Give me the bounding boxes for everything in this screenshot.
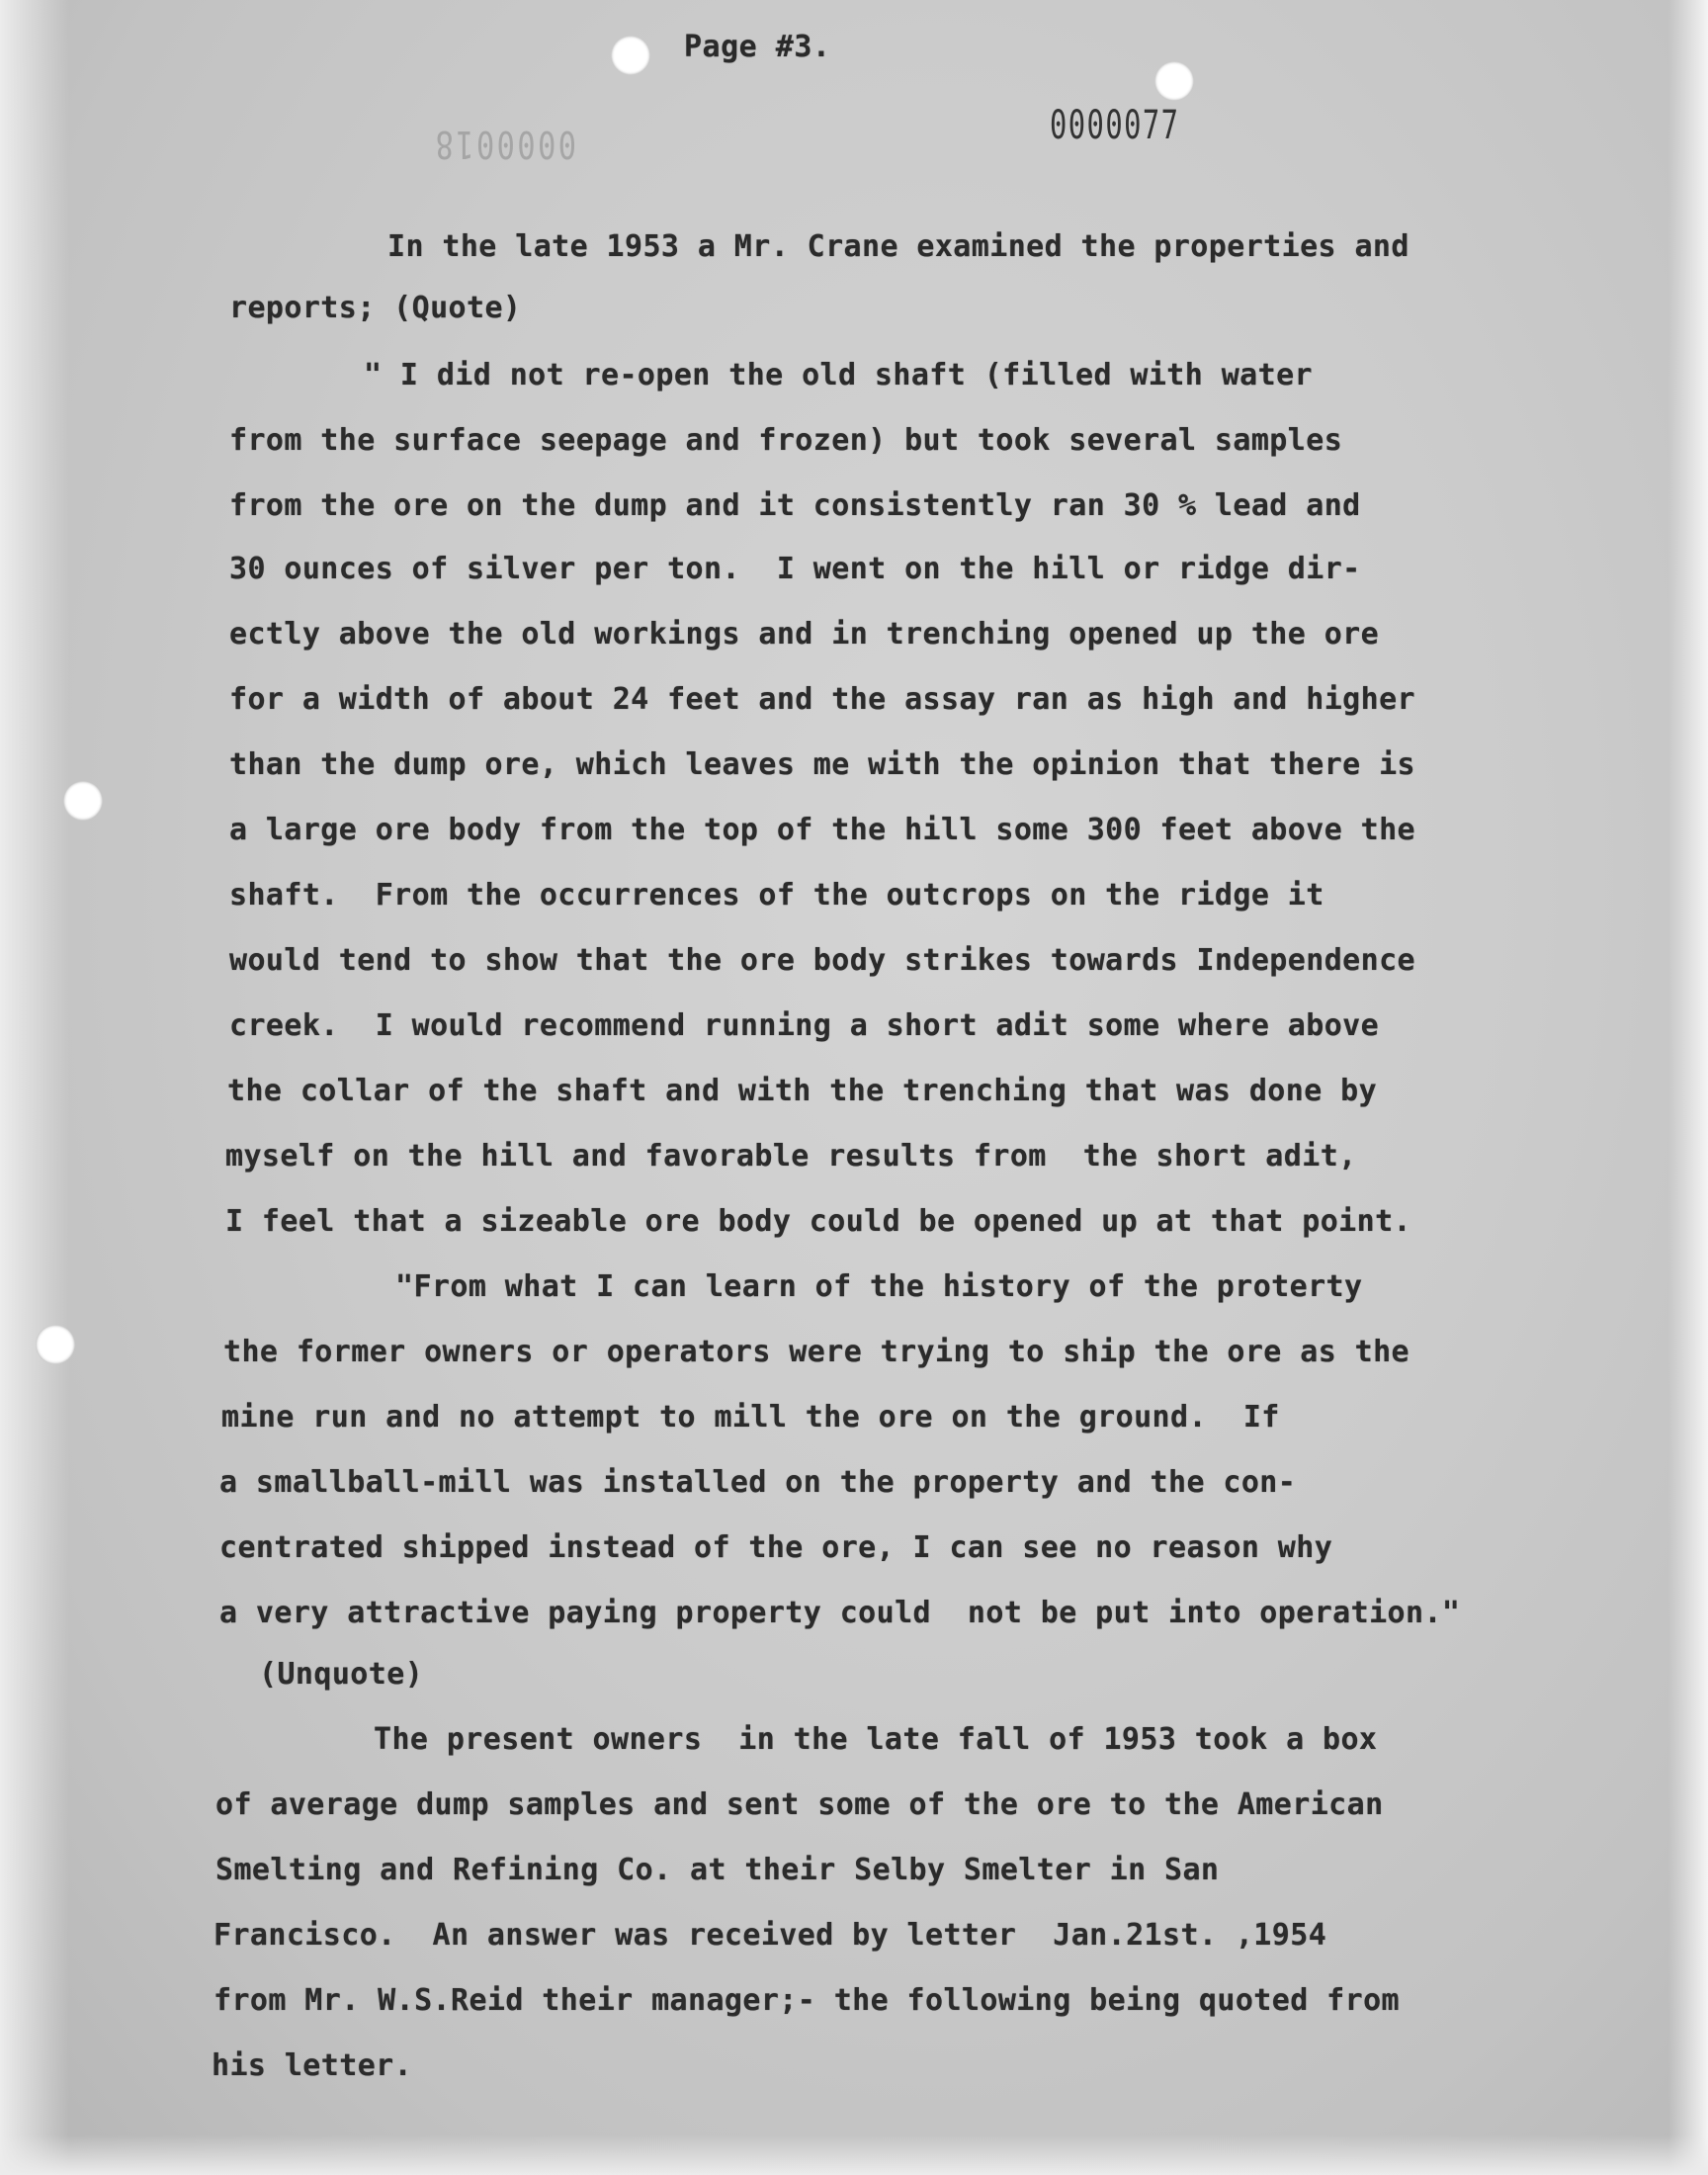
- scan-edge-right: [1668, 0, 1708, 2175]
- text-line: reports; (Quote): [229, 291, 522, 325]
- text-line: " I did not re-open the old shaft (filled with water: [364, 358, 1313, 392]
- text-line: a smallball-mill was installed on the property and the con-: [219, 1465, 1297, 1500]
- faded-stamp: 0000018: [433, 123, 577, 166]
- punch-hole-left-upper: [63, 781, 103, 821]
- text-line: from the surface seepage and frozen) but took several samples: [229, 423, 1343, 458]
- text-line: myself on the hill and favorable results from the short adit,: [225, 1139, 1357, 1174]
- text-line: ectly above the old workings and in trenching opened up the ore: [229, 617, 1380, 652]
- text-line: from the ore on the dump and it consistently ran 30 % lead and: [229, 488, 1361, 523]
- text-line: his letter.: [212, 2048, 413, 2083]
- text-line: for a width of about 24 feet and the assay ran as high and higher: [229, 682, 1415, 717]
- scan-edge-bottom: [0, 2135, 1708, 2175]
- scan-edge-left: [0, 0, 69, 2175]
- text-line: mine run and no attempt to mill the ore on the ground. If: [221, 1400, 1280, 1435]
- text-line: (Unquote): [259, 1657, 424, 1692]
- text-line: the former owners or operators were trying to ship the ore as the: [223, 1335, 1409, 1369]
- text-line: Smelting and Refining Co. at their Selby Smelter in San: [215, 1853, 1220, 1887]
- text-line: I feel that a sizeable ore body could be opened up at that point.: [225, 1204, 1411, 1239]
- text-line: of average dump samples and sent some of the ore to the American: [215, 1787, 1384, 1822]
- text-line: a very attractive paying property could not be put into operation.": [219, 1596, 1461, 1630]
- punch-hole-top-left: [611, 36, 650, 75]
- text-line: The present owners in the late fall of 1953 took a box: [374, 1722, 1378, 1757]
- text-line: the collar of the shaft and with the trenching that was done by: [227, 1074, 1378, 1108]
- text-line: would tend to show that the ore body strikes towards Independence: [229, 943, 1415, 978]
- text-line: "From what I can learn of the history of the proterty: [395, 1269, 1363, 1304]
- text-line: than the dump ore, which leaves me with the opinion that there is: [229, 747, 1415, 782]
- text-line: from Mr. W.S.Reid their manager;- the following being quoted from: [214, 1983, 1400, 2018]
- text-line: shaft. From the occurrences of the outcrops on the ridge it: [229, 878, 1324, 913]
- page-label: Page #3.: [684, 30, 831, 64]
- text-line: a large ore body from the top of the hill some 300 feet above the: [229, 813, 1415, 847]
- text-line: creek. I would recommend running a short adit some where above: [229, 1008, 1380, 1043]
- punch-hole-top-right: [1154, 61, 1194, 101]
- text-line: In the late 1953 a Mr. Crane examined the properties and: [387, 229, 1409, 264]
- text-line: Francisco. An answer was received by letter Jan.21st. ,1954: [214, 1918, 1327, 1953]
- text-line: 30 ounces of silver per ton. I went on the hill or ridge dir-: [229, 552, 1361, 586]
- document-number: 0000077: [1050, 103, 1180, 148]
- text-line: centrated shipped instead of the ore, I can see no reason why: [219, 1530, 1333, 1565]
- punch-hole-left-lower: [36, 1325, 75, 1364]
